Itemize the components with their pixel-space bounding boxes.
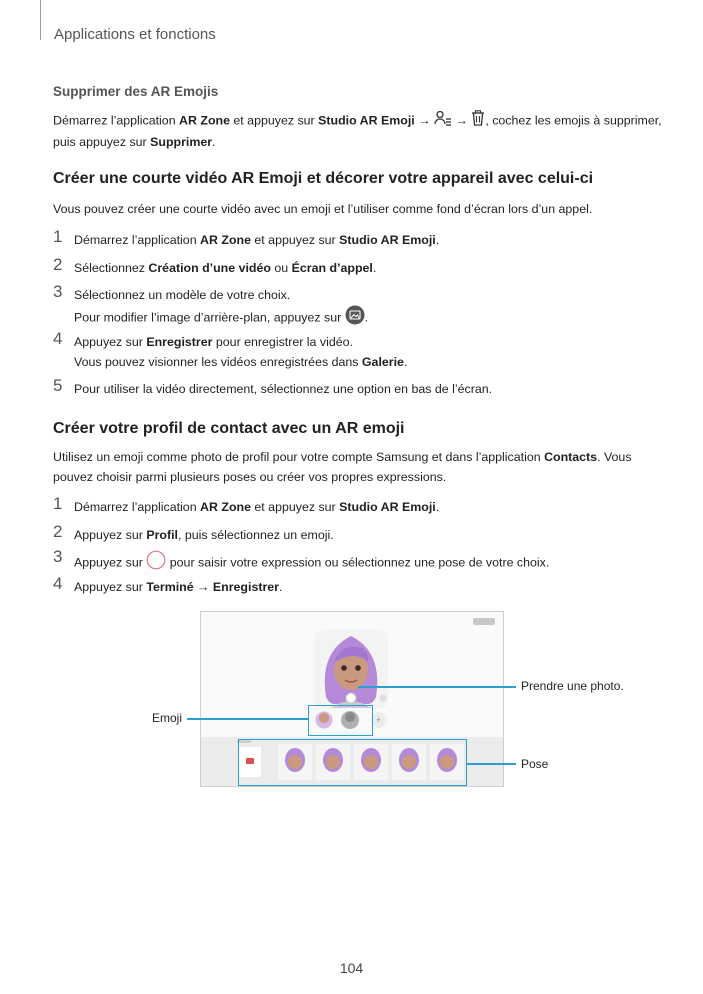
contact-section-intro: Utilisez un emoji comme photo de profil pour votre compte Samsung et dans l’application Contacts. Vous pouvez choisir parmi plusieurs poses ou créer vos propres expressions. <box>53 450 632 484</box>
video-section-title: Créer une courte vidéo AR Emoji et décorer votre appareil avec celui-ci <box>53 170 594 187</box>
header-title: Applications et fonctions <box>54 26 216 43</box>
emoji-callout-line <box>187 718 308 720</box>
background-image-icon <box>345 305 365 331</box>
edit-profile-icon <box>434 110 452 132</box>
page-number: 104 <box>339 960 364 976</box>
pose-highlight-box <box>238 739 467 786</box>
emoji-callout-label: Emoji <box>152 711 183 725</box>
header-rule <box>40 0 41 40</box>
video-section-intro: Vous pouvez créer une courte vidéo avec un emoji et l’utiliser comme fond d’écran lors d’un appel. <box>53 202 593 216</box>
contact-section-title: Créer votre profil de contact avec un AR emoji <box>53 420 405 437</box>
capture-expression-icon <box>146 550 166 576</box>
photo-callout-label: Prendre une photo. <box>521 679 624 693</box>
photo-callout-line <box>358 686 516 688</box>
emoji-highlight-box <box>308 705 373 736</box>
pose-callout-line <box>466 763 516 765</box>
delete-section-text: Démarrez l’application AR Zone et appuyez sur Studio AR Emoji → → , cochez les emojis à supprimer, puis appuyez sur Supprimer. <box>53 110 673 152</box>
delete-section-title: Supprimer des AR Emojis <box>53 84 219 99</box>
pose-callout-label: Pose <box>521 757 549 771</box>
trash-icon <box>471 110 485 132</box>
svg-text:+: + <box>376 715 382 725</box>
